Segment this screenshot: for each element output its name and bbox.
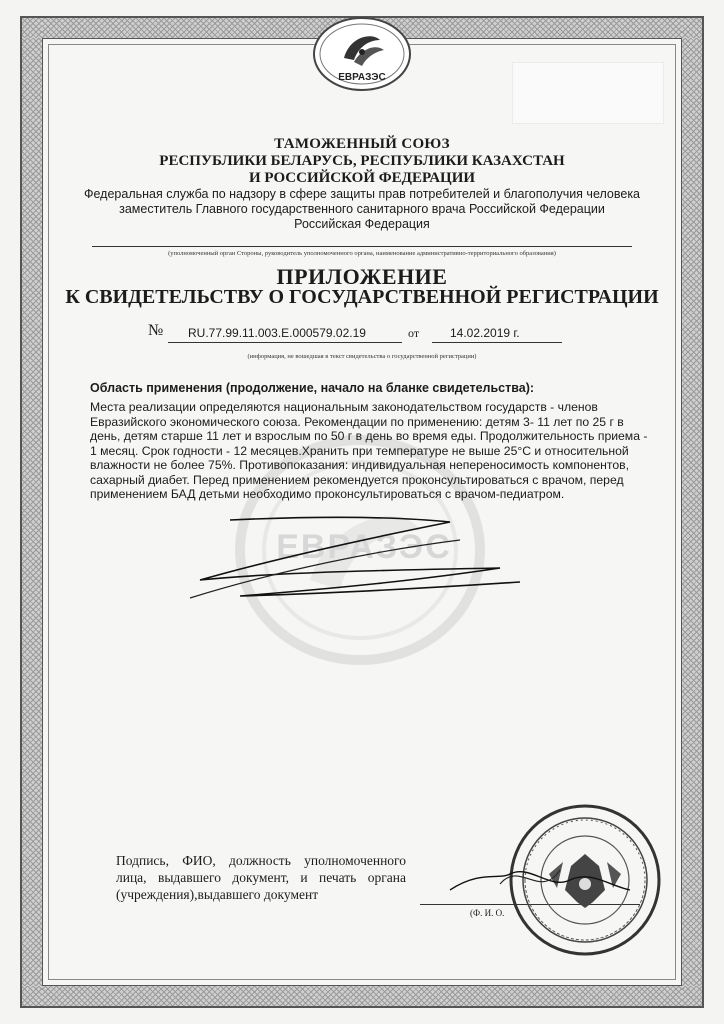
blank-corner-area [512,62,664,124]
watermark-text: ЕВРАЗЭС [276,528,452,566]
scope-title: Область применения (продолжение, начало на бланке свидетельства): [90,381,535,395]
scope-line: день, детям старше 11 лет и взрослым по 50 г в день во время еды. Продолжительность приема - [90,429,648,443]
document-subtitle: К СВИДЕТЕЛЬСТВУ О ГОСУДАРСТВЕННОЙ РЕГИСТРАЦИИ [65,286,659,308]
scope-line: применением БАД детьми необходимо проконсультироваться с врачом-педиатром. [90,487,565,501]
registration-number: RU.77.99.11.003.Е.000579.02.19 [188,326,366,340]
date-label: от [408,326,420,340]
scope-line: Места реализации определяются национальным законодательством государств - членов [90,400,598,414]
scope-line: 1 месяц. Срок годности - 12 месяцев.Хранить при температуре не выше 25°С и относительной [90,443,629,458]
emblem-label: ЕВРАЗЭС [338,72,386,83]
registration-date: 14.02.2019 г. [450,326,520,340]
info-caption: (информация, не вошедшая в текст свидетельства о государственной регистрации) [247,353,477,360]
cross-out-scribble [160,510,540,600]
handwritten-signature [440,850,640,910]
authority-caption: (уполномоченный орган Стороны, руководитель уполномоченного органа, наименование административно-территориального образования) [168,250,556,257]
fio-caption: (Ф. И. О. [470,908,505,918]
authority-position: заместитель Главного государственного санитарного врача Российской Федерации [119,202,605,216]
date-underline [432,342,562,343]
scope-line: Евразийского экономического союза. Рекомендации по применению: детям 3- 11 лет по 25 г в [90,414,624,429]
authority-name: Федеральная служба по надзору в сфере защиты прав потребителей и благополучия человека [83,187,641,201]
authority-underline [92,246,632,247]
authority-country: Российская Федерация [294,217,430,231]
number-underline [168,342,402,343]
eurasec-emblem [310,14,414,92]
signature-label: Подпись, ФИО, должность уполномоченного лица, выдавшего документ, и печать органа (учреждения),выдавшего документ [116,853,406,902]
header-line-1: ТАМОЖЕННЫЙ СОЮЗ [274,136,450,152]
document-title: ПРИЛОЖЕНИЕ [276,264,448,289]
header-line-2: РЕСПУБЛИКИ БЕЛАРУСЬ, РЕСПУБЛИКИ КАЗАХСТАН [159,153,565,169]
header-line-3: И РОССИЙСКОЙ ФЕДЕРАЦИИ [248,170,476,186]
scope-line: сахарный диабет. Перед применением рекомендуется проконсультироваться с врачом, перед [90,472,624,487]
scope-body [90,400,648,502]
scope-line: влажности не более 75%. Противопоказания: индивидуальная непереносимость компонентов, [90,458,629,472]
number-label: № [148,322,164,339]
emblem-icon [310,14,414,92]
